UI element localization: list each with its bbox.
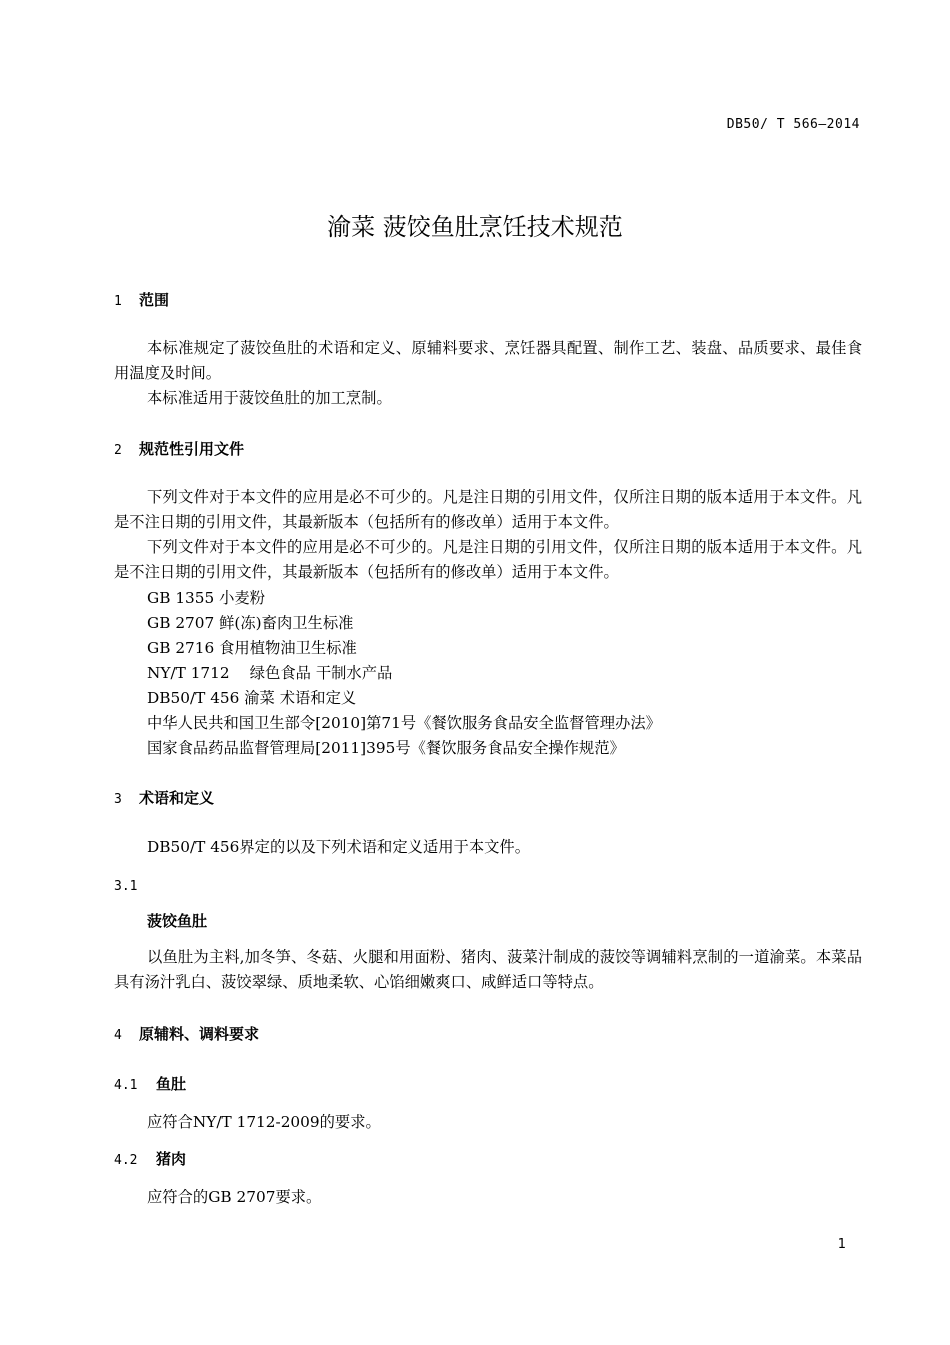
subsection-number: 4.1 xyxy=(114,1078,138,1093)
section-1-paragraph-2: 本标准适用于菠饺鱼肚的加工烹制。 xyxy=(147,389,392,407)
section-4-heading xyxy=(114,1023,259,1044)
section-number: 3 xyxy=(114,792,122,807)
section-label: 范围 xyxy=(139,291,170,309)
reference-item: NY/T 1712 绿色食品 干制水产品 xyxy=(147,664,393,682)
subsection-label: 猪肉 xyxy=(156,1150,187,1168)
section-label: 术语和定义 xyxy=(139,789,215,807)
section-number: 4 xyxy=(114,1028,122,1043)
reference-item: GB 2707 鲜(冻)畜肉卫生标准 xyxy=(147,614,354,632)
reference-item: 国家食品药品监督管理局[2011]395号《餐饮服务食品安全操作规范》 xyxy=(147,739,625,757)
section-number: 1 xyxy=(114,294,122,309)
reference-item: 中华人民共和国卫生部令[2010]第71号《餐饮服务食品安全监督管理办法》 xyxy=(147,714,661,732)
section-label: 原辅料、调料要求 xyxy=(139,1025,260,1043)
document-title: 渝菜 菠饺鱼肚烹饪技术规范 xyxy=(327,213,623,241)
reference-item: DB50/T 456 渝菜 术语和定义 xyxy=(147,689,357,707)
reference-item: GB 2716 食用植物油卫生标准 xyxy=(147,639,357,657)
section-1-paragraph-1: 本标准规定了菠饺鱼肚的术语和定义、原辅料要求、烹饪器具配置、制作工艺、装盘、品质要求、最佳食用温度及时间。 xyxy=(114,339,862,382)
reference-item: GB 1355 小麦粉 xyxy=(147,589,266,607)
section-3-paragraph: DB50/T 456界定的以及下列术语和定义适用于本文件。 xyxy=(147,838,531,856)
subsection-label: 鱼肚 xyxy=(156,1075,187,1093)
term-heading: 菠饺鱼肚 xyxy=(147,912,208,930)
section-label: 规范性引用文件 xyxy=(139,440,245,458)
subsection-4-2-text: 应符合的GB 2707要求。 xyxy=(147,1188,322,1206)
section-1-heading xyxy=(114,289,169,310)
subsection-number: 3.1 xyxy=(114,879,138,894)
section-2-heading xyxy=(114,438,244,459)
subsection-3-1-number xyxy=(114,876,137,894)
subsection-4-1-text: 应符合NY/T 1712-2009的要求。 xyxy=(147,1113,381,1131)
subsection-number: 4.2 xyxy=(114,1153,138,1168)
standard-code: DB50/ T 566—2014 xyxy=(726,117,860,132)
term-definition: 以鱼肚为主料,加冬笋、冬菇、火腿和用面粉、猪肉、菠菜汁制成的菠饺等调辅料烹制的一道渝菜。本菜品具有汤汁乳白、菠饺翠绿、质地柔软、心馅细嫩爽口、咸鲜适口等特点。 xyxy=(114,948,862,991)
section-2-paragraph-2: 下列文件对于本文件的应用是必不可少的。凡是注日期的引用文件，仅所注日期的版本适用于本文件。凡是不注日期的引用文件，其最新版本（包括所有的修改单）适用于本文件。 xyxy=(114,538,862,581)
subsection-4-2-heading xyxy=(114,1148,186,1169)
section-3-heading xyxy=(114,787,214,808)
page-number: 1 xyxy=(837,1237,846,1252)
section-number: 2 xyxy=(114,443,122,458)
section-2-paragraph-1: 下列文件对于本文件的应用是必不可少的。凡是注日期的引用文件，仅所注日期的版本适用于本文件。凡是不注日期的引用文件，其最新版本（包括所有的修改单）适用于本文件。 xyxy=(114,488,862,531)
subsection-4-1-heading xyxy=(114,1073,186,1094)
